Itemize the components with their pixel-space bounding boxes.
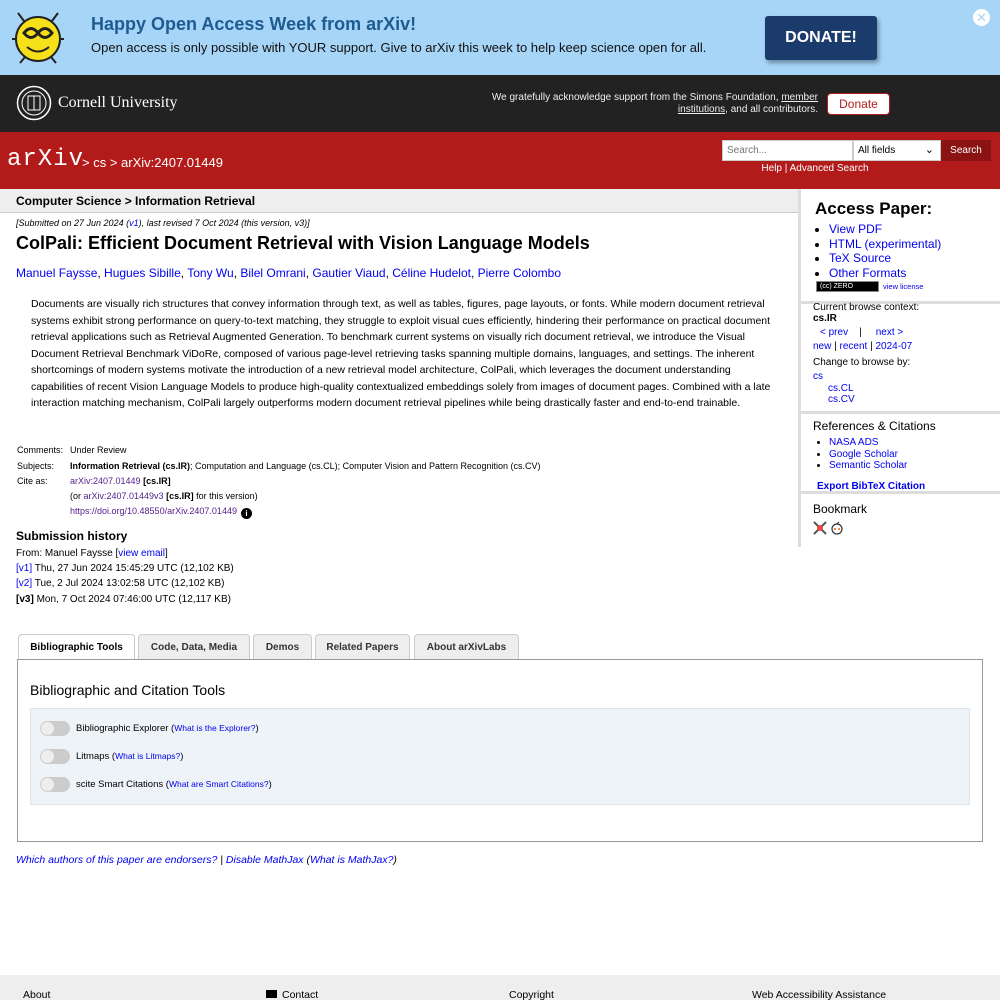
scite-toggle[interactable] [40,777,70,792]
bookmark-icons [813,521,844,538]
prev-link[interactable]: < prev [820,327,849,338]
next-link[interactable]: next > [875,327,904,338]
author-link[interactable]: Céline Hudelot [392,266,471,280]
tool-help-link[interactable]: What are Smart Citations? [168,779,269,790]
tool-label: scite Smart Citations [76,779,164,791]
submission-dates [16,218,310,228]
cite-tag: [cs.IR] [143,476,171,486]
endorsers-link[interactable]: Which authors of this paper are endorsers? [16,854,218,866]
cite-value [70,476,171,486]
version-text: Thu, 27 Jun 2024 15:45:29 UTC (12,102 KB) [32,563,234,574]
help-separator: | [784,163,788,174]
subjects-label: Subjects: [17,461,55,471]
tab-code-data-media[interactable]: Code, Data, Media [138,634,250,660]
tool-help-link[interactable]: What is the Explorer? [174,723,256,734]
author-link[interactable]: Tony Wu [187,266,234,280]
tab-related-papers[interactable]: Related Papers [315,634,410,660]
version-entry [16,578,224,589]
sidebar [798,189,1000,547]
tool-row: scite Smart Citations (What are Smart Citations?) [40,777,272,792]
banner-subtitle: Open access is only possible with YOUR support. Give to arXiv this week to help keep science open for all. [91,40,707,55]
footer [0,975,1000,1000]
tab-demos[interactable]: Demos [253,634,312,660]
tools-heading: Bibliographic and Citation Tools [30,682,226,698]
comments-value: Under Review [70,445,127,455]
list-item [829,251,941,266]
new-link[interactable]: new [813,341,832,352]
version-link-v2[interactable]: [v2] [16,578,33,589]
category-header [0,189,798,213]
search-field-select[interactable] [853,140,941,161]
cornell-seal-icon[interactable] [16,85,52,121]
references-heading: References & Citations [813,419,936,433]
from-prefix: From: Manuel Faysse [ [16,548,119,559]
browse-cscl-link[interactable]: cs.CL [828,383,854,394]
month-link[interactable]: 2024-07 [875,341,913,352]
footer-about-link[interactable]: About [23,989,51,1000]
doi-link[interactable]: https://doi.org/10.48550/arXiv.2407.01449 [70,506,237,516]
sep: | [870,341,873,352]
bibliographic-explorer-toggle[interactable] [40,721,70,736]
search-field-value: All fields [858,145,896,156]
author-link[interactable]: Bilel Omrani [240,266,306,280]
browse-cs-link[interactable]: cs [813,371,823,382]
list-item [829,449,907,461]
ack-suffix: , and all contributors. [725,104,818,115]
tool-help-link[interactable]: What is Litmaps? [115,751,181,762]
tool-row: Litmaps (What is Litmaps?) [40,749,183,764]
version-current-v3: [v3] [16,594,34,605]
submitted-from [16,548,168,559]
search-input[interactable] [722,140,853,161]
paper-title: ColPali: Efficient Document Retrieval with Vision Language Models [16,233,590,253]
change-browse-label: Change to browse by: [813,357,911,368]
footer-copyright-link[interactable]: Copyright [509,989,554,1000]
version-entry [16,594,231,605]
doi-value [70,506,252,519]
help-link[interactable]: Help [761,163,782,174]
tool-row: Bibliographic Explorer (What is the Explorer?) [40,721,259,736]
version-text: Tue, 2 Jul 2024 13:02:58 UTC (12,102 KB) [32,578,225,589]
cite-v3-tag: [cs.IR] [166,491,194,501]
cite-label: Cite as: [17,476,48,486]
list-item [829,437,907,449]
tool-label: Litmaps [76,751,110,763]
semantic-scholar-link[interactable]: Semantic Scholar [829,460,908,471]
member-institutions-link[interactable]: member institutions [677,92,818,115]
submission-history-heading: Submission history [16,529,128,543]
tools-box [30,708,970,805]
nasa-ads-link[interactable]: NASA ADS [829,437,879,448]
donate-button[interactable]: Donate [827,93,890,115]
abstract: Documents are visually rich structures that convey information through text, as well as tables, figures, page layouts, or fonts. While modern document retrieval systems exhibit strong performance on query-to-text matching, they struggle to exploit visual cues efficiently, hindering their performance on practical document retrieval applications such as Retrieval Augmented Generation. To benchmark current systems on visually rich document retrieval, we introduce the Visual Document Retrieval Benchmark ViDoRe, composed of various page-level retrieving tasks spanning multiple domains, languages, and settings. The inherent shortcomings of modern systems motivate the introduction of a new retrieval model architecture, ColPali, which leverages the document understanding capabilities of recent Vision Language Models to produce high-quality contextualized embeddings solely from images of document pages. Combined with a late interaction matching mechanism, ColPali largely outperforms modern document retrieval pipelines while being drastically faster and end-to-end trainable. [31,298,771,409]
banner-title: Happy Open Access Week from arXiv! [91,14,417,34]
cite-or-suffix: for this version) [196,491,258,501]
cite-or-prefix: (or [70,491,84,501]
open-access-banner [0,0,1000,75]
endorse-separator: | [217,854,226,866]
close-icon[interactable]: ✕ [973,9,990,26]
info-icon[interactable]: i [241,508,252,519]
reference-list [829,437,907,472]
cornell-bar [0,75,1000,132]
footer-accessibility-link[interactable]: Web Accessibility Assistance [752,989,887,1000]
browse-cscv-link[interactable]: cs.CV [828,394,855,405]
tex-source-link[interactable]: TeX Source [829,251,892,265]
tab-about-arxivlabs[interactable]: About arXivLabs [414,634,519,660]
tab-bibliographic-tools[interactable]: Bibliographic Tools [18,634,135,661]
cite-version-value [70,491,258,501]
reddit-icon[interactable] [830,521,844,535]
author-link[interactable]: Manuel Faysse [16,266,98,280]
advanced-search-link[interactable]: Advanced Search [789,163,869,174]
category-title: Computer Science > Information Retrieval [16,194,256,208]
endorsers-line [16,854,397,866]
chevron-down-icon: ⌄ [924,144,934,156]
subjects-value [70,461,541,471]
envelope-icon [266,990,277,998]
context-value: cs.IR [813,313,837,324]
smiley-logo-icon [10,9,66,67]
author-link[interactable]: Pierre Colombo [477,266,561,280]
what-is-mathjax-link[interactable]: What is MathJax? [309,854,394,866]
other-subjects: ; Computation and Language (cs.CL); Computer Vision and Pattern Recognition (cs.CV) [190,461,541,471]
arxiv-header [0,132,1000,189]
version-text: Mon, 7 Oct 2024 07:46:00 UTC (12,117 KB) [33,594,231,605]
export-bibtex-link[interactable]: Export BibTeX Citation [817,481,926,492]
footer-contact-link[interactable] [266,989,318,1000]
cite-v3-link[interactable]: arXiv:2407.01449v3 [83,491,164,501]
view-license-link[interactable]: view license [883,282,924,291]
disable-mathjax-link[interactable]: Disable MathJax [225,854,304,866]
format-list [829,222,941,280]
list-item [829,266,941,281]
donate-banner-button[interactable]: DONATE! [765,16,877,60]
recent-link[interactable]: recent [839,341,868,352]
submitted-a: [Submitted on 27 Jun 2024 ( [16,218,130,228]
litmaps-toggle[interactable] [40,749,70,764]
view-email-link[interactable]: view email [118,548,165,559]
paren-close: ) [393,854,397,866]
cornell-university-link[interactable]: Cornell University [58,94,178,111]
author-link[interactable]: Hugues Sibille [104,266,181,280]
version-link-v1[interactable]: [v1] [16,563,33,574]
tool-label: Bibliographic Explorer [76,723,169,735]
author-link[interactable]: Gautier Viaud [312,266,386,280]
support-acknowledgement [480,92,818,116]
pn-sep: | [859,327,862,338]
cite-id-link[interactable]: arXiv:2407.01449 [70,476,141,486]
context-label: Current browse context: [813,302,920,313]
arxiv-logo[interactable]: arXiv [7,146,85,173]
list-item [829,222,941,237]
paren-open: ( [306,854,310,866]
recent-links [813,341,912,352]
list-item [829,460,907,472]
bibsonomy-icon[interactable] [813,521,827,535]
google-scholar-link[interactable]: Google Scholar [829,448,898,460]
html-link[interactable]: HTML (experimental) [829,236,942,251]
access-paper-section [801,189,1000,304]
version-entry [16,563,234,574]
access-heading: Access Paper: [815,199,933,218]
prev-next [820,327,903,338]
other-formats-link[interactable]: Other Formats [829,265,907,280]
author-list: Manuel Faysse, Hugues Sibille, Tony Wu, Bilel Omrani, Gautier Viaud, Céline Hudelot, Pierre Colombo [16,266,561,280]
comments-label: Comments: [17,445,64,455]
view-pdf-link[interactable]: View PDF [829,222,883,236]
primary-subject: Information Retrieval (cs.IR) [70,461,191,471]
contact-label: Contact [282,989,319,1000]
v1-link[interactable]: v1 [129,218,139,228]
list-item [829,237,941,252]
breadcrumb[interactable]: > cs > arXiv:2407.01449 [82,155,223,170]
cc-zero-badge[interactable]: (cc) ZERO [816,281,879,292]
tools-panel [17,659,983,842]
bookmark-heading: Bookmark [813,502,868,516]
sep: | [834,341,837,352]
help-links [722,163,908,174]
search-button[interactable]: Search [941,140,991,161]
submitted-b: ), last revised 7 Oct 2024 (this version, v3)] [138,218,310,228]
ack-prefix: We gratefully acknowledge support from the Simons Foundation, [491,92,782,103]
from-suffix: ] [164,548,168,559]
